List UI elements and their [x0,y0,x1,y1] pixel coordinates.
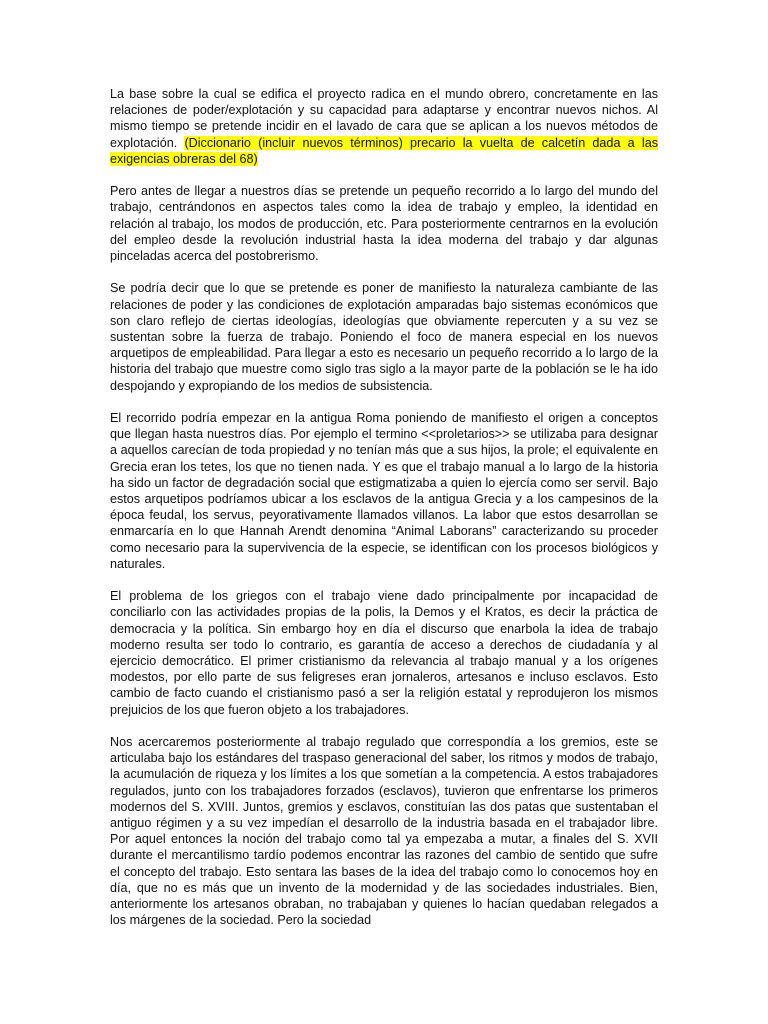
paragraph-2: Pero antes de llegar a nuestros días se pretende un pequeño recorrido a lo largo del mundo del trabajo, centrándonos en aspectos tales como la idea de trabajo y empleo, la identidad en relación al trabajo, los modos de producción, etc. Para posteriormente centrarnos en la evolución del empleo desde la revolución industrial hasta la idea moderna del trabajo y dar algunas pinceladas acerca del postobrerismo. [110,184,658,264]
document-page [110,86,658,928]
paragraph-1-text: La base sobre la cual se edifica el proyecto radica en el mundo obrero, concretamente en las relaciones de poder/explotación y su capacidad para adaptarse y encontrar nuevos nichos. Al mismo tiempo se pretende incidir en el lavado de cara que se aplican a los nuevos métodos de explotación. [110,87,658,150]
paragraph-1 [110,86,658,167]
paragraph-5: El problema de los griegos con el trabajo viene dado principalmente por incapacidad de conciliarlo con las actividades propias de la polis, la Demos y el Kratos, es decir la práctica de democracia y la política. Sin embargo hoy en día el discurso que enarbola la idea de trabajo moderno resulta ser todo lo contrario, es garantía de acceso a derechos de ciudadanía y al ejercicio democrático. El primer cristianismo da relevancia al trabajo manual y a los orígenes modestos, por ello parte de sus feligreses eran jornaleros, artesanos e incluso esclavos. Esto cambio de facto cuando el cristianismo pasó a ser la religión estatal y reprodujeron los mismos prejuicios de los que fueron objeto a los trabajadores. [110,589,658,717]
paragraph-4: El recorrido podría empezar en la antigua Roma poniendo de manifiesto el origen a conceptos que llegan hasta nuestros días. Por ejemplo el termino <<proletarios>> se utilizaba para designar a aquellos carecían de toda propiedad y no tenían más que a sus hijos, la prole; el equivalente en Grecia eran los tetes, los que no tienen nada. Y es que el trabajo manual a lo largo de la historia ha sido un factor de degradación social que estigmatizaba a quien lo ejercía como ser servil. Bajo estos arquetipos podríamos ubicar a los esclavos de la antigua Grecia y a los campesinos de la época feudal, los servus, peyorativamente llamados villanos. La labor que estos desarrollan se enmarcaría en lo que Hannah Arendt denomina “Animal Laborans” caracterizando su proceder como necesario para la supervivencia de la especie, se identifican con los procesos biológicos y naturales. [110,411,658,571]
paragraph-6: Nos acercaremos posteriormente al trabajo regulado que correspondía a los gremios, este se articulaba bajo los estándares del traspaso generacional del saber, los ritmos y modos de trabajo, la acumulación de riqueza y los límites a los que sometían a la competencia. A estos trabajadores regulados, junto con los trabajadores forzados (esclavos), tuvieron que enfrentarse los primeros modernos del S. XVIII. Juntos, gremios y esclavos, constituían las dos patas que sustentaban el antiguo régimen y a su vez impedían el desarrollo de la industria basada en el trabajador libre. Por aquel entonces la noción del trabajo como tal ya empezaba a mutar, a finales del S. XVII durante el mercantilismo tardío podemos encontrar las razones del cambio de sentido que sufre el concepto del trabajo. Esto sentara las bases de la idea del trabajo como lo conocemos hoy en día, que no es más que un invento de la modernidad y de las sociedades industriales. Bien, anteriormente los artesanos obraban, no trabajaban y quienes lo hacían quedaban relegados a los márgenes de la sociedad. Pero la sociedad [110,735,658,928]
highlighted-note: (Diccionario (incluir nuevos términos) precario la vuelta de calcetín dada a las exigencias obreras del 68) [110,135,658,166]
paragraph-3: Se podría decir que lo que se pretende es poner de manifiesto la naturaleza cambiante de las relaciones de poder y las condiciones de explotación amparadas bajo sistemas económicos que son claro reflejo de ciertas ideologías, ideologías que obviamente repercuten y a su vez se sustentan sobre la fuerza de trabajo. Poniendo el foco de manera especial en los nuevos arquetipos de empleabilidad. Para llegar a esto es necesario un pequeño recorrido a lo largo de la historia del trabajo que muestre como siglo tras siglo a la mayor parte de la población se le ha ido despojando y expropiando de los medios de subsistencia. [110,281,658,393]
